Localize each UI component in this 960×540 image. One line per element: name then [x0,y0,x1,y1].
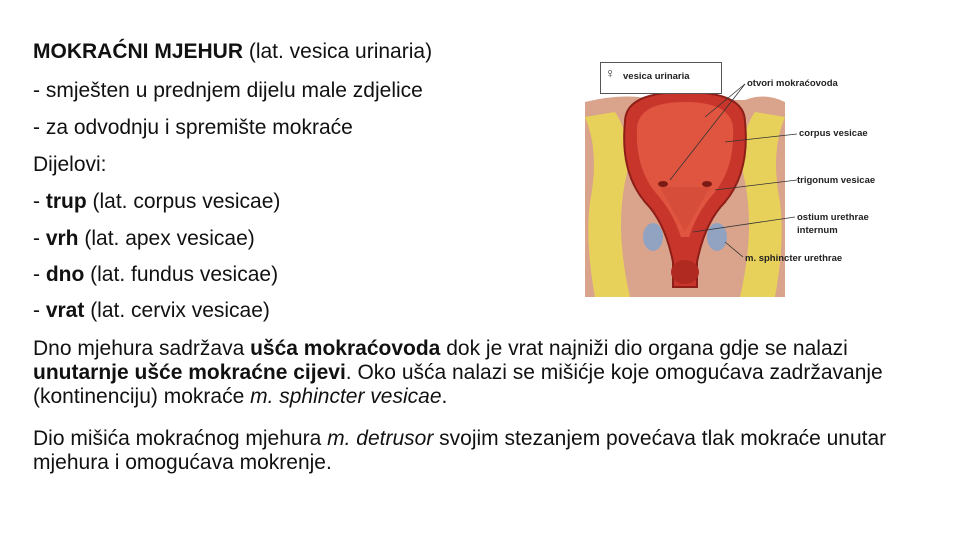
text-run: svojim stezanjem povećava tlak mokraće unutar mjehura i omogućava mokrenje. [33,427,887,474]
label-ostium-2: internum [797,225,838,236]
part-latin: (lat. fundus vesicae) [84,263,279,286]
paragraph-detrusor [33,427,913,475]
text-run: . [441,385,448,408]
label-sphincter: m. sphincter urethrae [745,253,843,264]
paragraph-anatomy [33,337,913,409]
bullet-location: - smješten u prednjem dijelu male zdjelice [33,79,423,102]
urethra [671,260,699,284]
text-run: . Oko ušća nalazi se mišićje koje omogućava zadržavanje (kontinenciju) mokraće [33,361,883,408]
part-latin: (lat. corpus vesicae) [86,190,281,213]
ureter-opening-right [702,181,712,187]
italic-term: m. detrusor [327,427,434,450]
title-latin: (lat. vesica urinaria) [243,40,433,63]
bold-term: ušća mokraćovoda [250,337,441,360]
label-trigonum: trigonum vesicae [797,175,876,186]
label-corpus: corpus vesicae [799,128,868,139]
part-item [33,190,280,214]
figure-title: vesica urinaria [623,71,690,82]
text-run: Dio mišića mokraćnog mjehura [33,427,328,450]
ureter-opening-left [658,181,668,187]
title-line [33,40,432,64]
italic-term: m. sphincter vesicae [250,385,442,408]
bold-term: unutarnje ušće mokraćne cijevi [33,361,346,384]
label-ureter-openings: otvori mokraćovoda [747,78,838,89]
text-run: Dno mjehura sadržava [33,337,251,360]
part-prefix: - [33,227,46,250]
text-run: dok je vrat najniži dio organa gdje se nalazi [440,337,848,360]
part-prefix: - [33,263,46,286]
part-latin: (lat. apex vesicae) [78,227,255,250]
title: MOKRAĆNI MJEHUR [33,40,243,63]
part-term: vrh [45,227,79,250]
part-item [33,299,270,323]
bladder-illustration [585,62,895,297]
part-prefix: - [33,299,46,322]
part-item [33,263,278,287]
part-item [33,227,255,251]
bullet-function: - za odvodnju i spremište mokraće [33,116,353,139]
female-symbol-icon: ♀ [605,65,616,81]
label-ostium-1: ostium urethrae [797,212,869,223]
part-latin: (lat. cervix vesicae) [84,299,270,322]
sphincter-left [643,223,663,251]
parts-heading: Dijelovi: [33,153,107,176]
figure-title-box [600,62,722,94]
part-term: trup [45,190,87,213]
part-term: dno [45,263,85,286]
part-term: vrat [45,299,85,322]
part-prefix: - [33,190,46,213]
